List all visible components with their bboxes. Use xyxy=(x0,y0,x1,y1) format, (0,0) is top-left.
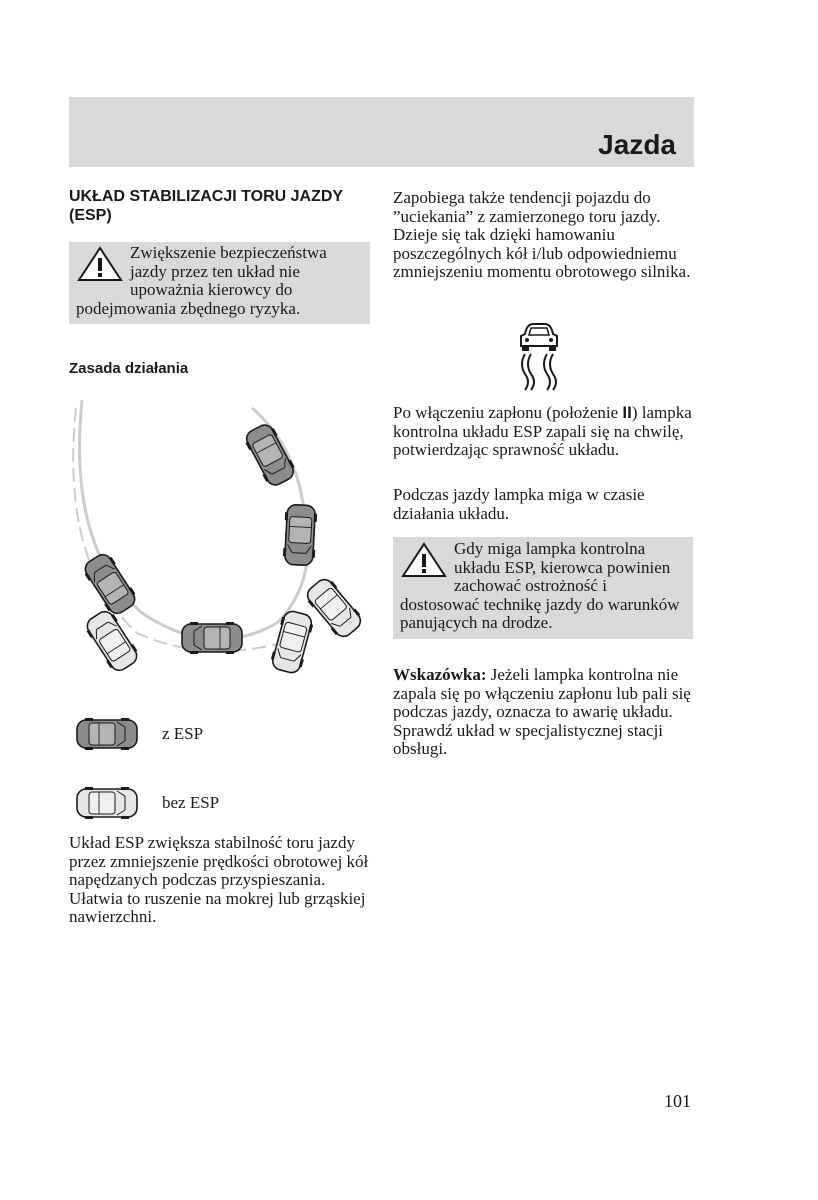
ignition-position-label: II xyxy=(622,403,632,422)
legend-label-with-esp: z ESP xyxy=(162,724,204,743)
car-with-esp xyxy=(282,504,317,566)
page-number: 101 xyxy=(664,1091,691,1111)
chapter-title: Jazda xyxy=(598,129,676,160)
warning-box-lamp xyxy=(393,537,693,639)
esp-skid-car-icon xyxy=(513,320,563,392)
subheading-principle: Zasada działania xyxy=(69,360,189,377)
car-without-esp xyxy=(269,609,315,675)
warning-triangle-icon xyxy=(76,246,124,282)
esp-principle-diagram xyxy=(62,398,372,688)
car-with-esp-icon xyxy=(72,716,142,752)
paragraph-ignition-check xyxy=(393,404,693,460)
chapter-header-band xyxy=(69,97,694,167)
legend-label-without-esp: bez ESP xyxy=(162,793,220,812)
warning-triangle-icon xyxy=(400,542,448,578)
paragraph-ignition-text-2: ) lampka kontrolna układu ESP zapali się na chwilę, potwierdzając sprawność układu. xyxy=(393,403,692,459)
paragraph-esp-stability: Układ ESP zwiększa stabilność toru jazdy przez zmniejszenie prędkości obrotowej kół napędzanych podczas przyspieszania. Ułatwia to ruszenie na mokrej lub grząskiej nawierzchni. xyxy=(69,833,369,926)
car-with-esp xyxy=(182,622,242,654)
paragraph-lamp-flashing: Podczas jazdy lampka miga w czasie działania układu. xyxy=(393,485,645,523)
note-text: Jeżeli lampka kontrolna nie zapala się po włączeniu zapłonu lub pali się podczas jazdy, oznacza to awarię układu. Sprawdź układ w specjalistycznej stacji obsługi. xyxy=(393,665,691,758)
note-label: Wskazówka: xyxy=(393,665,487,684)
section-title: UKŁAD STABILIZACJI TORU JAZDY (ESP) xyxy=(69,188,343,224)
legend-row-without-esp xyxy=(72,785,219,821)
warning-text-safety: Zwiększenie bezpieczeństwa jazdy przez ten układ nie upoważnia kierowcy do podejmowania zbędnego ryzyka. xyxy=(76,243,327,318)
warning-box-safety xyxy=(69,242,370,324)
car-without-esp xyxy=(302,575,365,642)
paragraph-skid-prevention: Zapobiega także tendencji pojazdu do ”uciekania” z zamierzonego toru jazdy. Dzieje się tak dzięki hamowaniu poszczególnych kół i/lub odpowiedniemu zmniejszeniu momentu obrotowego silnika. xyxy=(393,188,691,281)
car-without-esp-icon xyxy=(72,785,142,821)
legend-row-with-esp xyxy=(72,716,203,752)
paragraph-ignition-text-1: Po włączeniu zapłonu (położenie xyxy=(393,403,623,422)
warning-text-lamp: Gdy miga lampka kontrolna układu ESP, kierowca powinien zachować ostrożność i dostosować technikę jazdy do warunków panujących na drodze. xyxy=(400,539,680,632)
car-without-esp xyxy=(82,607,142,675)
paragraph-note xyxy=(393,666,693,759)
